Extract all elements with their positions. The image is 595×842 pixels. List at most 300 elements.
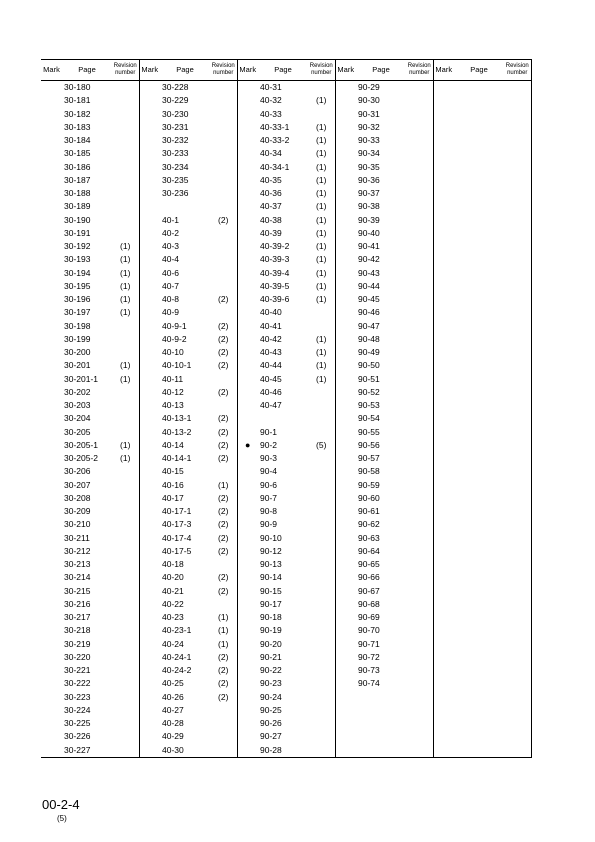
- mark-cell: [335, 200, 356, 213]
- mark-cell: [139, 214, 160, 227]
- page-cell: 40-24-1: [162, 651, 192, 662]
- revision-cell: [308, 571, 335, 584]
- mark-cell: [41, 187, 62, 200]
- table-row: [41, 598, 531, 611]
- table-row: [41, 227, 531, 240]
- mark-cell: [433, 426, 454, 439]
- revision-cell: [406, 320, 433, 333]
- mark-cell: [433, 174, 454, 187]
- page-cell: 30-184: [64, 135, 91, 146]
- page-cell: [454, 744, 504, 758]
- revision-cell: [406, 744, 433, 758]
- mark-cell: [139, 200, 160, 213]
- mark-cell: [139, 412, 160, 425]
- revision-cell: [112, 121, 139, 134]
- revision-cell: [406, 624, 433, 637]
- header-revision-line-2: number: [213, 70, 234, 76]
- page-cell: [454, 293, 504, 306]
- page-cell: 40-13-1: [162, 413, 192, 424]
- mark-cell: [335, 346, 356, 359]
- mark-cell: [335, 386, 356, 399]
- mark-cell: [335, 638, 356, 651]
- mark-cell: [41, 558, 62, 571]
- table-row: [41, 81, 531, 95]
- page-cell: 90-69: [358, 612, 380, 623]
- mark-cell: [139, 174, 160, 187]
- mark-cell: [139, 465, 160, 478]
- revision-cell: [308, 426, 335, 439]
- revision-cell: [112, 333, 139, 346]
- revision-cell: (2): [210, 571, 237, 584]
- table-row: [41, 94, 531, 107]
- page-cell: 90-38: [358, 201, 380, 212]
- revision-cell: [112, 81, 139, 95]
- revision-list-table: [41, 59, 532, 758]
- revision-cell: [504, 108, 531, 121]
- mark-cell: [433, 346, 454, 359]
- header-revision-number: [406, 60, 433, 81]
- page-cell: [356, 704, 406, 717]
- revision-cell: [504, 691, 531, 704]
- page-cell: 30-195: [64, 280, 91, 291]
- revision-cell: [210, 94, 237, 107]
- revision-cell: [504, 240, 531, 253]
- page-cell: 40-31: [260, 82, 282, 93]
- page-cell: [454, 320, 504, 333]
- page-cell: 90-13: [260, 559, 282, 570]
- page-cell: 90-40: [358, 227, 380, 238]
- mark-cell: [139, 426, 160, 439]
- revision-cell: (2): [210, 664, 237, 677]
- page-cell: 40-2: [162, 227, 180, 238]
- revision-cell: [504, 465, 531, 478]
- page-cell: 40-47: [260, 400, 282, 411]
- revision-cell: [406, 386, 433, 399]
- revision-cell: [112, 717, 139, 730]
- table-row: [41, 611, 531, 624]
- revision-cell: (1): [308, 240, 335, 253]
- revision-cell: (1): [308, 280, 335, 293]
- mark-cell: [433, 214, 454, 227]
- mark-cell: [335, 187, 356, 200]
- mark-cell: [433, 94, 454, 107]
- revision-cell: [308, 545, 335, 558]
- page-cell: [454, 571, 504, 584]
- revision-cell: [112, 677, 139, 690]
- revision-cell: [406, 267, 433, 280]
- page-cell: [454, 121, 504, 134]
- mark-cell: [335, 730, 356, 743]
- revision-cell: [406, 518, 433, 531]
- mark-cell: [139, 227, 160, 240]
- page-cell: 30-190: [64, 214, 91, 225]
- page-cell: [454, 161, 504, 174]
- revision-cell: [308, 664, 335, 677]
- revision-cell: [406, 280, 433, 293]
- mark-cell: [237, 214, 258, 227]
- mark-cell: [41, 465, 62, 478]
- page-cell: 40-16: [162, 479, 184, 490]
- revision-cell: (2): [210, 505, 237, 518]
- mark-cell: [139, 386, 160, 399]
- mark-cell: [335, 81, 356, 95]
- header-mark: Mark: [433, 60, 454, 81]
- page-cell: 90-26: [260, 718, 282, 729]
- mark-cell: [335, 465, 356, 478]
- page-cell: 90-72: [358, 651, 380, 662]
- header-revision-line-2: number: [115, 70, 136, 76]
- mark-cell: [433, 465, 454, 478]
- mark-cell: [335, 744, 356, 758]
- revision-cell: (1): [308, 200, 335, 213]
- mark-cell: [433, 571, 454, 584]
- mark-cell: [237, 664, 258, 677]
- page-cell: [454, 691, 504, 704]
- revision-cell: [308, 518, 335, 531]
- page-cell: 30-225: [64, 718, 91, 729]
- page-cell: 40-8: [162, 294, 180, 305]
- page-cell: 90-27: [260, 731, 282, 742]
- mark-cell: [237, 624, 258, 637]
- mark-cell: [237, 94, 258, 107]
- header-revision-line-1: Revision: [211, 63, 235, 69]
- table-row: [41, 240, 531, 253]
- revision-cell: [112, 161, 139, 174]
- page-cell: [454, 638, 504, 651]
- revision-cell: (1): [308, 94, 335, 107]
- page-cell: 90-51: [358, 373, 380, 384]
- revision-cell: [406, 585, 433, 598]
- revision-cell: [308, 638, 335, 651]
- revision-cell: [112, 399, 139, 412]
- page-cell: 40-7: [162, 280, 180, 291]
- page-cell: [454, 386, 504, 399]
- mark-cell: [139, 81, 160, 95]
- revision-cell: [308, 651, 335, 664]
- revision-cell: [406, 240, 433, 253]
- mark-cell: [139, 691, 160, 704]
- mark-cell: [41, 611, 62, 624]
- page-cell: 40-33: [260, 108, 282, 119]
- table-row: [41, 691, 531, 704]
- table-row: [41, 571, 531, 584]
- page-cell: 40-44: [260, 360, 282, 371]
- revision-cell: [112, 505, 139, 518]
- table-row: [41, 744, 531, 758]
- mark-cell: [41, 108, 62, 121]
- mark-cell: [237, 280, 258, 293]
- mark-cell: [433, 359, 454, 372]
- header-page: Page: [258, 60, 308, 81]
- page-cell: 30-221: [64, 665, 91, 676]
- mark-cell: [433, 373, 454, 386]
- revision-cell: [308, 479, 335, 492]
- page-cell: [454, 704, 504, 717]
- mark-cell: [41, 624, 62, 637]
- mark-cell: [41, 121, 62, 134]
- mark-cell: [237, 426, 258, 439]
- page-cell: [454, 108, 504, 121]
- page-cell: 30-193: [64, 254, 91, 265]
- page-cell: 90-49: [358, 347, 380, 358]
- page-cell: 90-74: [358, 678, 380, 689]
- mark-cell: [433, 293, 454, 306]
- mark-cell: [433, 598, 454, 611]
- mark-cell: [41, 161, 62, 174]
- page-cell: 90-31: [358, 108, 380, 119]
- page-cell: 90-20: [260, 638, 282, 649]
- revision-cell: (2): [210, 518, 237, 531]
- revision-cell: [406, 412, 433, 425]
- table-row: [41, 532, 531, 545]
- revision-cell: [406, 161, 433, 174]
- page-cell: 40-22: [162, 598, 184, 609]
- page-cell: 90-43: [358, 267, 380, 278]
- page-cell: 40-9-2: [162, 333, 187, 344]
- revision-cell: [210, 121, 237, 134]
- page-cell: 40-11: [162, 373, 184, 384]
- revision-cell: [504, 346, 531, 359]
- revision-cell: [406, 664, 433, 677]
- mark-cell: [335, 373, 356, 386]
- mark-cell: [433, 320, 454, 333]
- revision-cell: [112, 346, 139, 359]
- page-cell: [356, 691, 406, 704]
- mark-cell: [335, 108, 356, 121]
- page-cell: 30-212: [64, 545, 91, 556]
- revision-cell: [112, 651, 139, 664]
- mark-cell: [237, 585, 258, 598]
- mark-cell: [139, 611, 160, 624]
- page-cell: 30-182: [64, 108, 91, 119]
- header-mark: Mark: [41, 60, 62, 81]
- page-cell: 40-39-2: [260, 241, 290, 252]
- page-cell: 30-201: [64, 360, 91, 371]
- page-cell: 40-33-1: [260, 121, 290, 132]
- page-cell: 90-59: [358, 479, 380, 490]
- page-cell: 90-32: [358, 121, 380, 132]
- revision-cell: [504, 161, 531, 174]
- page-cell: [454, 479, 504, 492]
- page-cell: 40-18: [162, 559, 184, 570]
- table-header-row: [41, 60, 531, 81]
- mark-cell: [335, 253, 356, 266]
- mark-cell: [433, 306, 454, 319]
- page-cell: 90-61: [358, 506, 380, 517]
- page-cell: 30-210: [64, 519, 91, 530]
- page-cell: 40-25: [162, 678, 184, 689]
- page-cell: 30-232: [162, 135, 189, 146]
- page-cell: 40-14-1: [162, 453, 192, 464]
- mark-cell: [237, 320, 258, 333]
- revision-cell: [210, 81, 237, 95]
- revision-cell: (2): [210, 293, 237, 306]
- page-cell: 30-224: [64, 704, 91, 715]
- page-cell: [454, 518, 504, 531]
- page-cell: 30-215: [64, 585, 91, 596]
- mark-cell: [335, 717, 356, 730]
- page-cell: 40-15: [162, 466, 184, 477]
- page-cell: [454, 730, 504, 743]
- mark-cell: [433, 439, 454, 452]
- revision-cell: [406, 452, 433, 465]
- mark-cell: [335, 359, 356, 372]
- page-cell: 90-22: [260, 665, 282, 676]
- revision-cell: [406, 359, 433, 372]
- revision-cell: [406, 598, 433, 611]
- header-mark: Mark: [237, 60, 258, 81]
- page-cell: 30-200: [64, 347, 91, 358]
- revision-list-table-wrapper: [41, 59, 531, 758]
- mark-cell: [335, 505, 356, 518]
- revision-cell: (1): [308, 174, 335, 187]
- revision-cell: (2): [210, 346, 237, 359]
- mark-cell: [335, 479, 356, 492]
- revision-cell: [504, 200, 531, 213]
- mark-cell: [237, 200, 258, 213]
- table-row: [41, 651, 531, 664]
- table-row: [41, 585, 531, 598]
- page-cell: 90-7: [260, 492, 278, 503]
- mark-cell: [139, 704, 160, 717]
- header-page: Page: [454, 60, 504, 81]
- revision-cell: (2): [210, 545, 237, 558]
- page-cell: 40-10: [162, 347, 184, 358]
- revision-cell: (1): [112, 280, 139, 293]
- mark-cell: [237, 174, 258, 187]
- revision-cell: [308, 399, 335, 412]
- revision-cell: [504, 306, 531, 319]
- page-cell: 90-9: [260, 519, 278, 530]
- revision-cell: [504, 730, 531, 743]
- mark-cell: [433, 200, 454, 213]
- page-cell: 40-43: [260, 347, 282, 358]
- page-cell: 40-24: [162, 638, 184, 649]
- revision-cell: [504, 293, 531, 306]
- page-cell: [454, 373, 504, 386]
- page-cell: 90-71: [358, 638, 380, 649]
- page-cell: 30-219: [64, 638, 91, 649]
- page-cell: 30-192: [64, 241, 91, 252]
- table-row: [41, 704, 531, 717]
- mark-cell: [139, 320, 160, 333]
- page-cell: 40-35: [260, 174, 282, 185]
- revision-cell: (1): [308, 214, 335, 227]
- mark-cell: [41, 267, 62, 280]
- revision-cell: [308, 108, 335, 121]
- mark-cell: [433, 611, 454, 624]
- mark-cell: [139, 359, 160, 372]
- revision-cell: [504, 320, 531, 333]
- page-cell: 40-34-1: [260, 161, 290, 172]
- revision-cell: [210, 598, 237, 611]
- revision-cell: [210, 134, 237, 147]
- mark-cell: [41, 492, 62, 505]
- mark-cell: [237, 386, 258, 399]
- mark-cell: [139, 479, 160, 492]
- revision-cell: [210, 161, 237, 174]
- revision-cell: (1): [308, 187, 335, 200]
- revision-cell: [406, 558, 433, 571]
- page-cell: 90-23: [260, 678, 282, 689]
- mark-cell: [41, 452, 62, 465]
- mark-cell: [237, 187, 258, 200]
- mark-cell: [433, 399, 454, 412]
- page-cell: 90-6: [260, 479, 278, 490]
- mark-cell: [433, 492, 454, 505]
- revision-cell: (1): [112, 240, 139, 253]
- revision-cell: (1): [308, 293, 335, 306]
- page-cell: 30-218: [64, 625, 91, 636]
- revision-cell: [112, 200, 139, 213]
- page-cell: [454, 651, 504, 664]
- mark-cell: [237, 532, 258, 545]
- page-cell: 40-39-5: [260, 280, 290, 291]
- mark-cell: [237, 638, 258, 651]
- revision-cell: [112, 426, 139, 439]
- page-cell: 40-27: [162, 704, 184, 715]
- page-cell: 90-45: [358, 294, 380, 305]
- table-row: [41, 267, 531, 280]
- page-cell: 30-202: [64, 386, 91, 397]
- page-cell: 90-70: [358, 625, 380, 636]
- mark-cell: [433, 81, 454, 95]
- page-cell: 90-68: [358, 598, 380, 609]
- table-row: [41, 187, 531, 200]
- page-cell: 40-28: [162, 718, 184, 729]
- revision-cell: (1): [308, 134, 335, 147]
- revision-cell: [112, 174, 139, 187]
- mark-cell: [237, 134, 258, 147]
- page-cell: 40-41: [260, 320, 282, 331]
- mark-cell: [139, 280, 160, 293]
- page-cell: [454, 134, 504, 147]
- page-cell: 40-42: [260, 333, 282, 344]
- page-cell: 90-29: [358, 82, 380, 93]
- page-cell: 40-17-3: [162, 519, 192, 530]
- table-row: [41, 558, 531, 571]
- revision-cell: [406, 426, 433, 439]
- page-cell: 90-44: [358, 280, 380, 291]
- mark-cell: [335, 320, 356, 333]
- mark-cell: [41, 532, 62, 545]
- revision-cell: [308, 744, 335, 758]
- revision-cell: [406, 121, 433, 134]
- revision-cell: (1): [308, 373, 335, 386]
- revision-cell: [210, 306, 237, 319]
- page-cell: 30-180: [64, 82, 91, 93]
- revision-cell: [406, 214, 433, 227]
- mark-cell: [433, 664, 454, 677]
- revision-cell: [406, 399, 433, 412]
- table-row: [41, 359, 531, 372]
- mark-cell: [433, 558, 454, 571]
- page-cell: 30-220: [64, 651, 91, 662]
- mark-cell: [237, 240, 258, 253]
- revision-cell: [112, 108, 139, 121]
- revision-cell: [210, 174, 237, 187]
- page-cell: [454, 187, 504, 200]
- mark-cell: [335, 598, 356, 611]
- page-cell: 40-24-2: [162, 665, 192, 676]
- revision-cell: (1): [112, 293, 139, 306]
- page-cell: 40-45: [260, 373, 282, 384]
- mark-cell: [335, 651, 356, 664]
- revision-cell: [112, 691, 139, 704]
- mark-cell: [41, 293, 62, 306]
- page-cell: 30-216: [64, 598, 91, 609]
- page-cell: 90-65: [358, 559, 380, 570]
